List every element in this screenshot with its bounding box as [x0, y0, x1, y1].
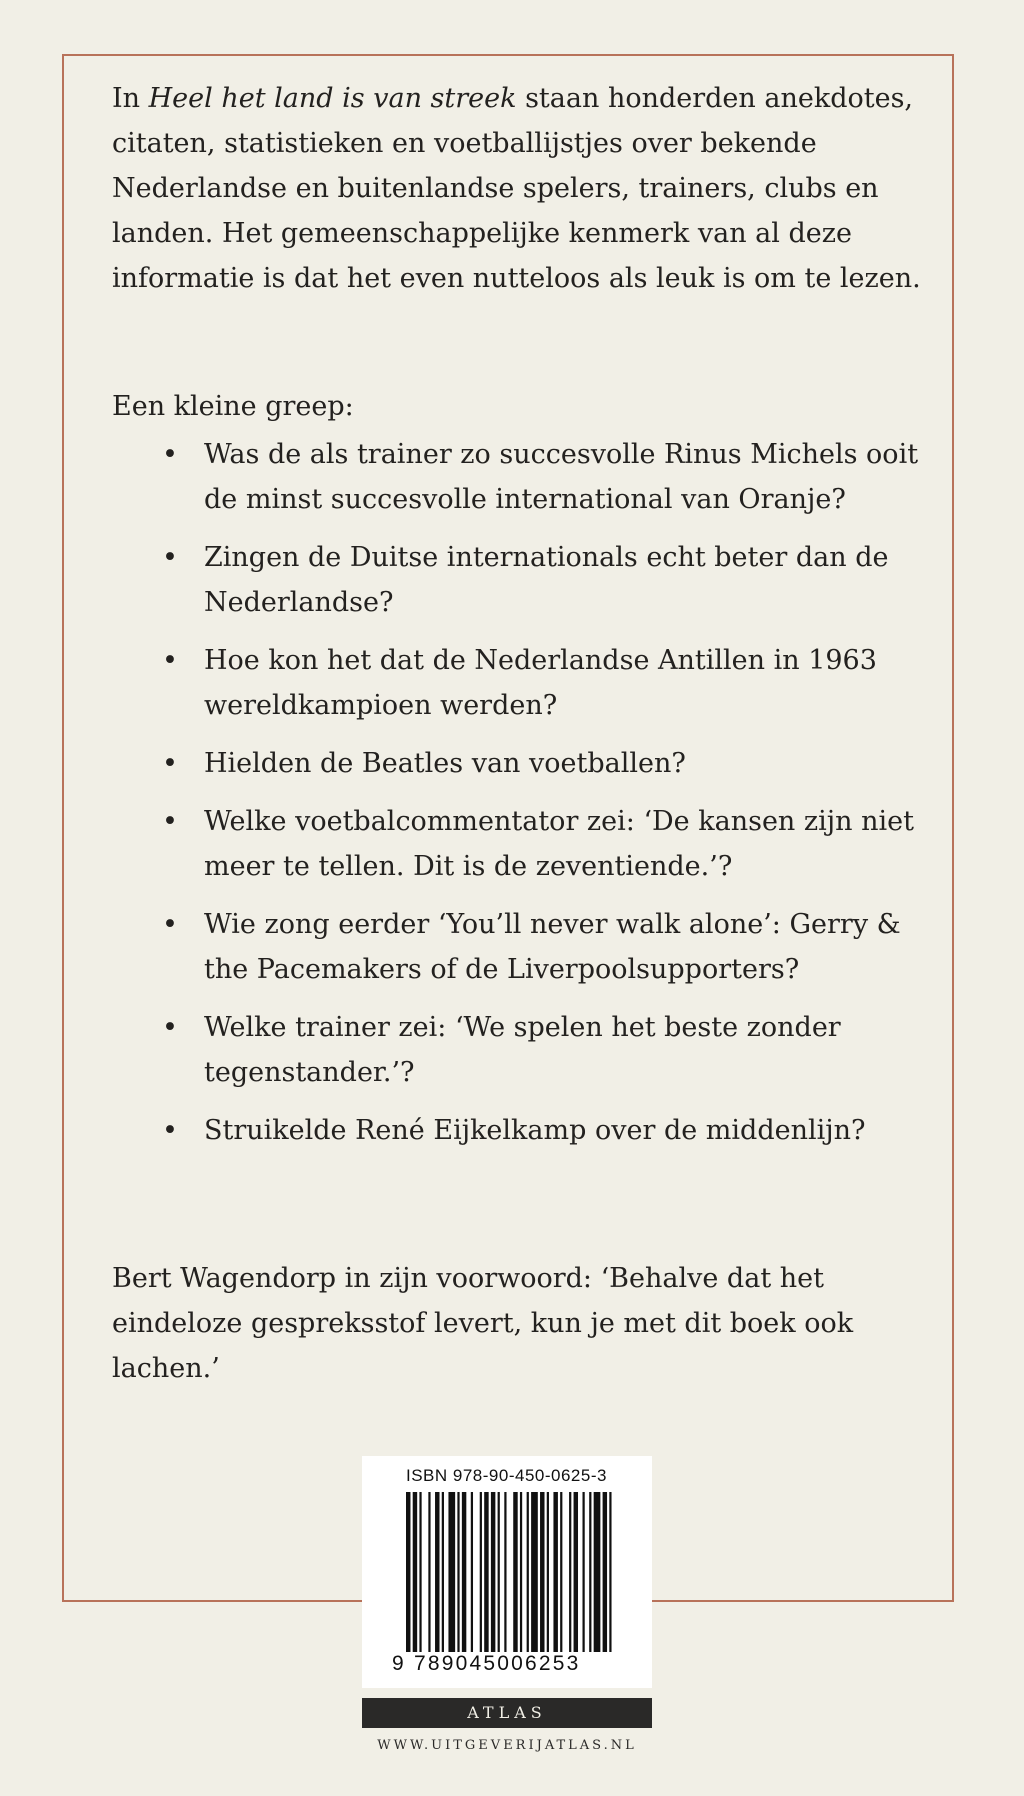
bullet-icon: •: [162, 1115, 178, 1146]
publisher-logo: ATLAS: [362, 1698, 652, 1728]
blurb-paragraph: [112, 76, 932, 301]
list-item: [112, 1108, 932, 1153]
barcode-lead-digit: 9: [392, 1652, 404, 1675]
barcode-icon: [406, 1492, 616, 1652]
isbn-label: ISBN 978-90-450-0625-3: [406, 1466, 607, 1485]
question-list: [112, 432, 932, 1166]
question-text: Wie zong eerder ‘You’ll never walk alone’: Gerry & the Pacemakers of de Liverpoolsupporters?: [204, 909, 901, 985]
question-text: Welke voetbalcommentator zei: ‘De kansen zijn niet meer te tellen. Dit is de zeventiende.’?: [204, 806, 914, 882]
bullet-icon: •: [162, 645, 178, 676]
bullet-icon: •: [162, 1012, 178, 1043]
bullet-icon: •: [162, 806, 178, 837]
intro-line: Een kleine greep:: [112, 391, 354, 422]
bullet-icon: •: [162, 439, 178, 470]
list-item: [112, 741, 932, 786]
list-item: [112, 432, 932, 522]
book-title: Heel het land is van streek: [148, 83, 517, 114]
list-item: [112, 799, 932, 889]
blurb-prefix: In: [112, 83, 149, 114]
list-item: [112, 535, 932, 625]
bullet-icon: •: [162, 748, 178, 779]
question-text: Zingen de Duitse internationals echt beter dan de Nederlandse?: [204, 542, 889, 618]
list-item: [112, 638, 932, 728]
bullet-icon: •: [162, 909, 178, 940]
barcode-digits: 789045006253: [414, 1652, 581, 1675]
question-text: Struikelde René Eijkelkamp over de middenlijn?: [204, 1115, 866, 1146]
foreword-quote: Bert Wagendorp in zijn voorwoord: ‘Behalve dat het eindeloze gespreksstof levert, kun je met dit boek ook lachen.’: [112, 1263, 854, 1384]
question-text: Hielden de Beatles van voetballen?: [204, 748, 686, 779]
list-item: [112, 1005, 932, 1095]
question-text: Hoe kon het dat de Nederlandse Antillen in 1963 wereldkampioen werden?: [204, 645, 877, 721]
publisher-website: WWW.UITGEVERIJATLAS.NL: [377, 1738, 637, 1753]
barcode-panel: [362, 1456, 652, 1688]
question-text: Welke trainer zei: ‘We spelen het beste zonder tegenstander.’?: [204, 1012, 841, 1088]
question-text: Was de als trainer zo succesvolle Rinus Michels ooit de minst succesvolle international van Oranje?: [204, 439, 919, 515]
bullet-icon: •: [162, 542, 178, 573]
blurb-body: staan honderden anekdotes, citaten, statistieken en voetballijstjes over bekende Nederlandse en buitenlandse spelers, trainers, clubs en landen. Het gemeenschappelijke kenmerk van al deze informatie is dat het even nutteloos als leuk is om te lezen.: [112, 83, 921, 294]
list-item: [112, 902, 932, 992]
